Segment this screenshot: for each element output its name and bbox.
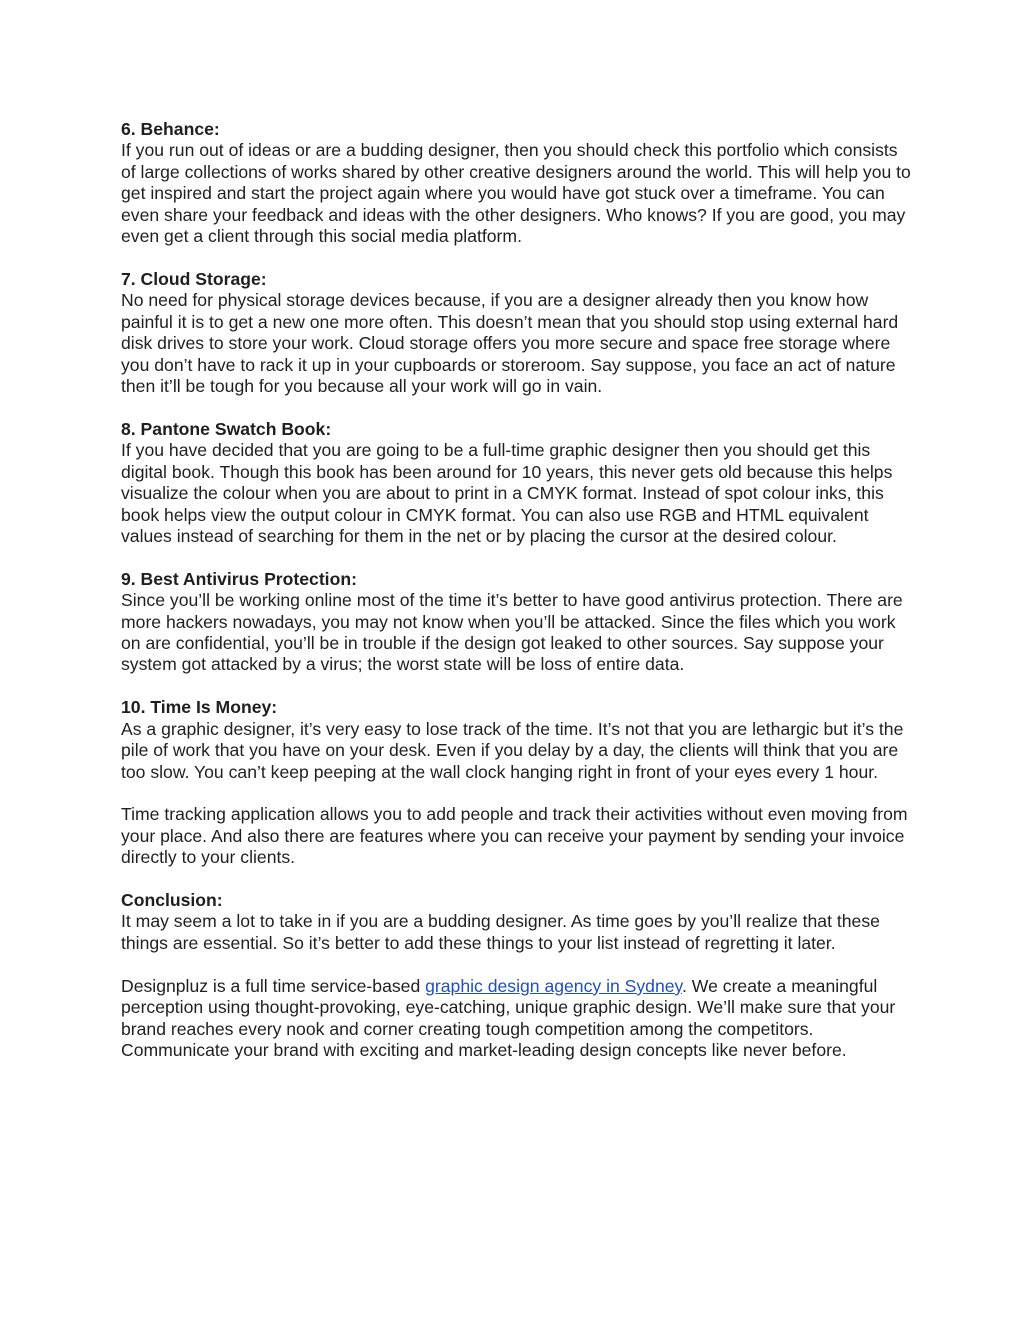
document-page — [121, 119, 911, 1083]
closing-text-before-link: Designpluz is a full time service-based — [121, 975, 426, 996]
section-antivirus — [121, 569, 911, 676]
section-paragraph: If you have decided that you are going to be a full-time graphic designer then you should get this digital book. Though this book has been around for 10 years, this never gets old because this helps visualize the colour when you are about to print in a CMYK format. Instead of spot colour inks, this book helps view the output colour in CMYK format. You can also use RGB and HTML equivalent values instead of searching for them in the net or by placing the cursor at the desired colour. — [121, 440, 893, 546]
closing-text-after-link: . We create a meaningful perception using thought-provoking, eye-catching, unique graphic design. We’ll make sure that your brand reaches every nook and corner creating tough competition among the competitors. Communicate your brand with exciting and market-leading design concepts like never before. — [121, 975, 896, 1061]
section-heading: Conclusion: — [121, 890, 223, 911]
section-heading: 6. Behance: — [121, 119, 220, 139]
section-paragraph: As a graphic designer, it’s very easy to lose track of the time. It’s not that you are lethargic but it’s the pile of work that you have on your desk. Even if you delay by a day, the clients will think that you are too slow. You can’t keep peeping at the wall clock hanging right in front of your eyes every 1 hour. — [121, 718, 904, 782]
section-paragraph: Time tracking application allows you to add people and track their activities without even moving from your place. And also there are features where you can receive your payment by sending your invoice directly to your clients. — [121, 804, 908, 868]
agency-link[interactable]: graphic design agency in Sydney — [425, 975, 683, 996]
section-behance — [121, 119, 911, 247]
section-paragraph: No need for physical storage devices because, if you are a designer already then you know how painful it is to get a new one more often. This doesn’t mean that you should stop using external hard disk drives to store your work. Cloud storage offers you more secure and space free storage where you don’t have to rack it up in your cupboards or storeroom. Say suppose, you face an act of nature then it’ll be tough for you because all your work will go in vain. — [121, 290, 899, 396]
section-cloud-storage — [121, 269, 911, 397]
section-heading: 8. Pantone Swatch Book: — [121, 418, 332, 439]
section-paragraph: If you run out of ideas or are a budding designer, then you should check this portfolio which consists of large collections of works shared by other creative designers around the world. This will help you to get inspired and start the project again where you would have got stuck over a timeframe. You can even share your feedback and ideas with the other designers. Who knows? If you are good, you may even get a client through this social media platform. — [121, 140, 911, 247]
section-heading: 10. Time Is Money: — [121, 697, 278, 718]
section-heading: 9. Best Antivirus Protection: — [121, 568, 357, 589]
section-pantone-swatch-book — [121, 419, 911, 547]
section-time-is-money — [121, 697, 911, 868]
section-heading: 7. Cloud Storage: — [121, 268, 267, 289]
section-conclusion — [121, 890, 911, 954]
section-paragraph: Since you’ll be working online most of the time it’s better to have good antivirus protection. There are more hackers nowadays, you may not know when you’ll be attacked. Since the files which you work on are confidential, you’ll be in trouble if the design got leaked to other sources. Say suppose your system got attacked by a virus; the worst state will be loss of entire data. — [121, 590, 903, 675]
closing-paragraph — [121, 976, 911, 1062]
section-paragraph: It may seem a lot to take in if you are a budding designer. As time goes by you’ll realize that these things are essential. So it’s better to add these things to your list instead of regretting it later. — [121, 911, 880, 953]
